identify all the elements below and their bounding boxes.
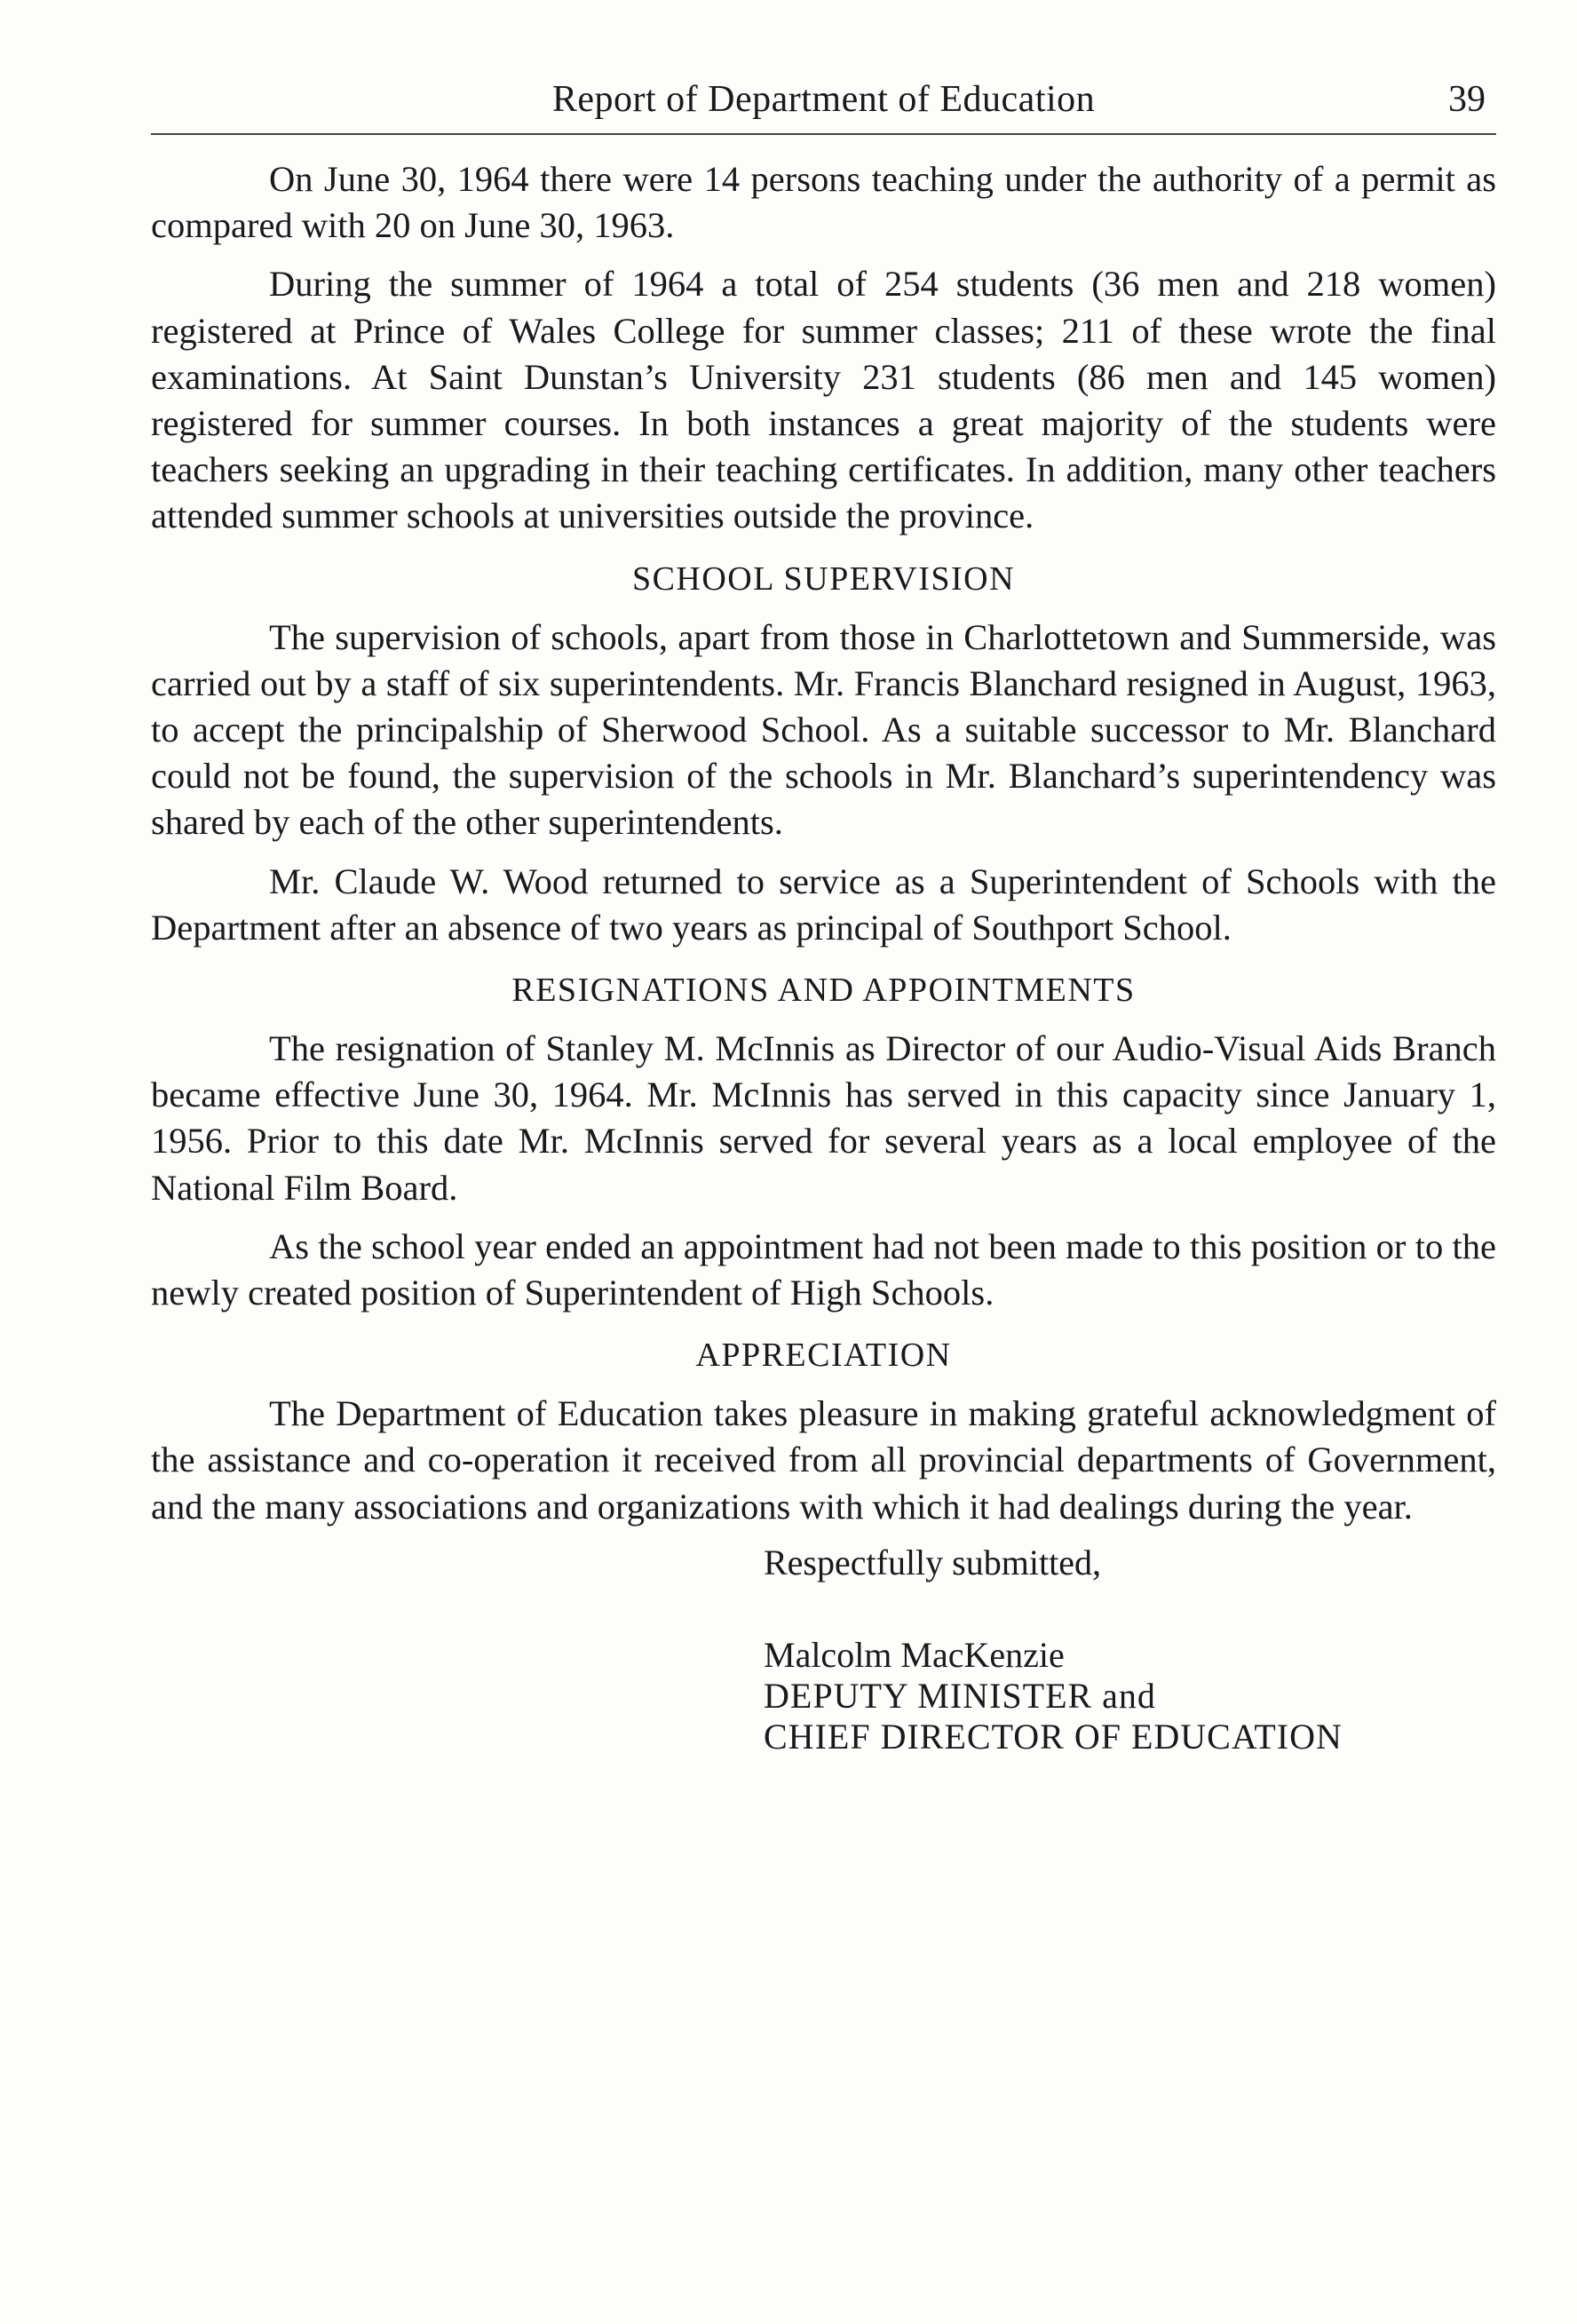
running-title: Report of Department of Education — [551, 79, 1096, 120]
header-rule — [151, 133, 1496, 135]
school-supervision-heading: SCHOOL SUPERVISION — [631, 559, 1016, 598]
supervision-paragraph: The supervision of schools, apart from those in Charlottetown and Summerside, was carried out by a staff of six superintendents. Mr. Francis Blanchard resigned in August, 1963, to accept the principalship of Sherwood School. As a suitable successor to Mr. Blanchard could not be found, the supervision of the schools in Mr. Blanchard’s superintendency was shared by each of the other superintendents. — [151, 616, 1496, 843]
signatory-name: Malcolm MacKenzie — [764, 1634, 1065, 1675]
appointment-paragraph: As the school year ended an appointment had not been made to this position or to the newly created position of Superintendent of High Schools. — [151, 1225, 1496, 1313]
running-header — [151, 73, 1496, 126]
wood-return-paragraph: Mr. Claude W. Wood returned to service as a Superintendent of Schools with the Department after an absence of two years as principal of Southport School. — [151, 861, 1496, 948]
closing-line: Respectfully submitted, — [764, 1542, 1101, 1582]
appreciation-paragraph: The Department of Education takes pleasure in making grateful acknowledgment of the assistance and co-operation it received from all provincial departments of Government, and the many associations and organizations with which it had dealings during the year. — [151, 1393, 1496, 1527]
signature-block — [764, 1543, 1510, 1757]
summer-school-paragraph: During the summer of 1964 a total of 254 students (36 men and 218 women) registered at Prince of Wales College for summer classes; 211 of these wrote the final examinations. At Saint Dunstan’s University 231 students (86 men and 145 women) registered for summer courses. In both instances a great majority of the students were teachers seeking an upgrading in their teaching certificates. In addition, many other teachers attended summer schools at universities outside the province. — [151, 264, 1496, 536]
signatory-title-line-2: CHIEF DIRECTOR OF EDUCATION — [764, 1716, 1343, 1757]
mcinnis-resignation-paragraph: The resignation of Stanley M. McInnis as Director of our Audio-Visual Aids Branch became effective June 30, 1964. Mr. McInnis has served in this capacity since January 1, 1956. Prior to this date Mr. McInnis served for several years as a local employee of the National Film Board. — [151, 1028, 1496, 1208]
resignations-heading: RESIGNATIONS AND APPOINTMENTS — [511, 972, 1136, 1010]
page-number: 39 — [1448, 79, 1486, 120]
signatory-title-line-1: DEPUTY MINISTER and — [764, 1675, 1156, 1716]
appreciation-heading: APPRECIATION — [695, 1336, 952, 1375]
signature-area — [151, 1543, 1496, 1773]
report-body — [151, 156, 1496, 1773]
permit-paragraph: On June 30, 1964 there were 14 persons teaching under the authority of a permit as compared with 20 on June 30, 1963. — [151, 159, 1496, 246]
